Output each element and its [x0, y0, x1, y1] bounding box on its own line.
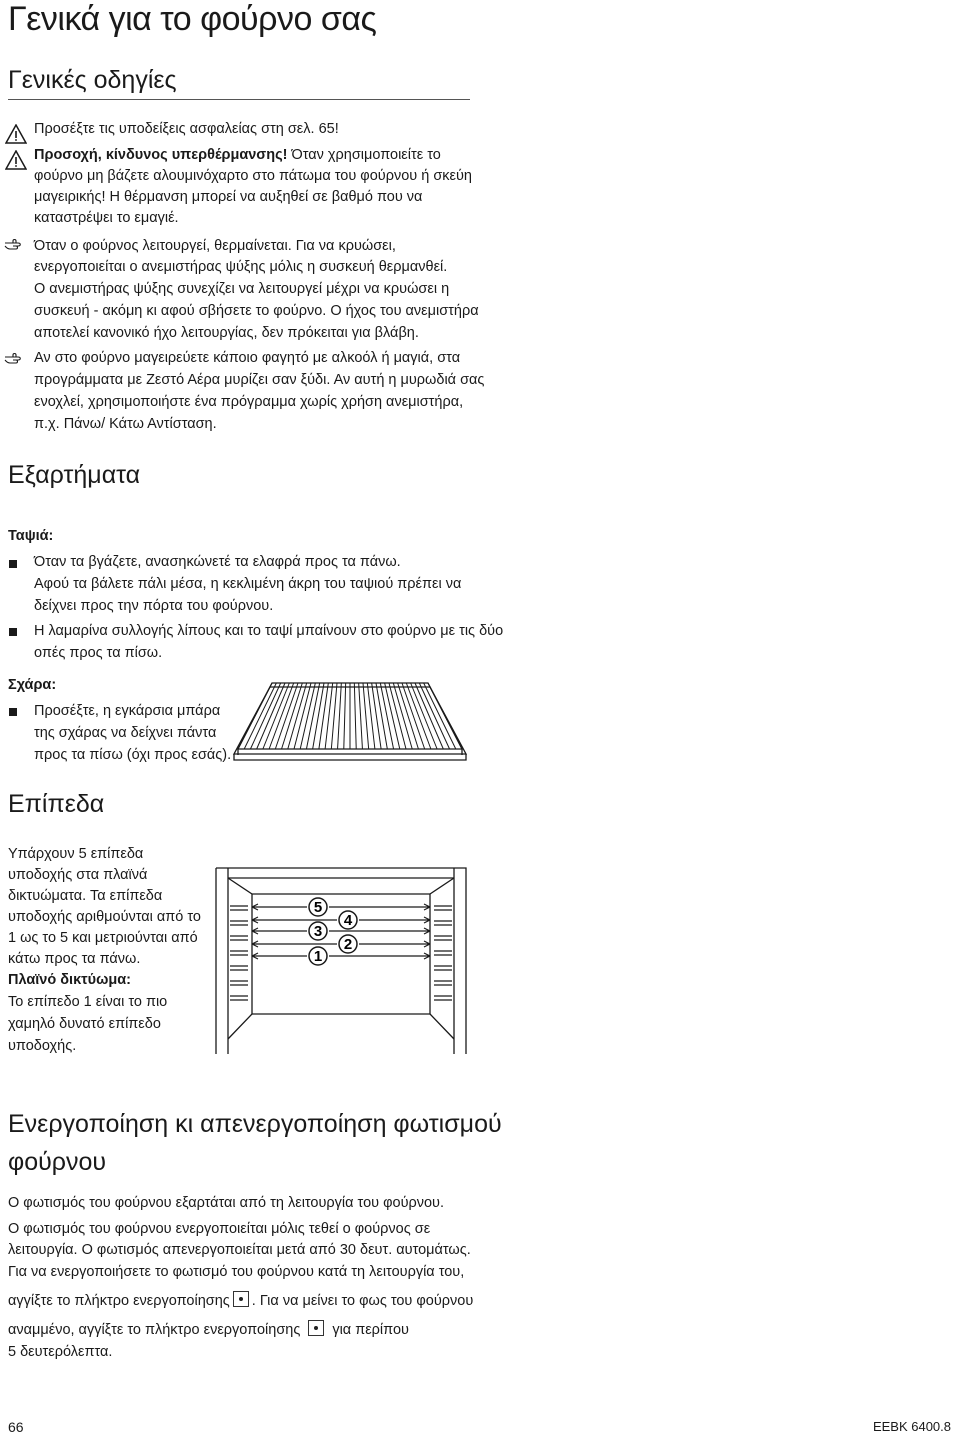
- square-bullet-icon: [9, 708, 17, 716]
- level-number: 1: [313, 948, 323, 965]
- light-key-icon: [233, 1291, 249, 1307]
- hand-pointer-icon: [4, 238, 28, 252]
- tray-bullet-line: Αφού τα βάλετε πάλι μέσα, η κεκλιμένη άκρη του ταψιού πρέπει να: [34, 576, 462, 592]
- warning-icon: [5, 150, 27, 170]
- light-text: Για να ενεργοποιήσετε το φωτισμό του φούρνου κατά τη λειτουργία του,: [8, 1264, 465, 1280]
- note-line: ενεργοποιείται ο ανεμιστήρας ψύξης μόλις η συσκευή θερμανθεί.: [34, 259, 448, 275]
- warning-icon: [5, 124, 27, 144]
- rack-line: της σχάρας να δείχνει πάντα: [34, 725, 217, 741]
- level-number: 3: [313, 923, 323, 940]
- levels-text: κάτω προς τα πάνω.: [8, 951, 141, 967]
- section-heading-levels: Επίπεδα: [8, 790, 105, 818]
- tray-bullet-line: Όταν τα βγάζετε, ανασηκώνετέ τα ελαφρά προς τα πάνω.: [34, 554, 401, 570]
- levels-text: Το επίπεδο 1 είναι το πιο: [8, 994, 168, 1010]
- level-number: 5: [313, 899, 323, 916]
- rack-line: Προσέξτε, η εγκάρσια μπάρα: [34, 703, 221, 719]
- overheat-warning: [34, 145, 441, 167]
- levels-text: υποδοχής στα πλαϊνά: [8, 867, 148, 883]
- divider: [8, 99, 470, 100]
- note-line: προγράμματα με Ζεστό Αέρα μυρίζει σαν ξύδι. Αν αυτή η μυρωδιά σας: [34, 372, 485, 388]
- page-number: 66: [8, 1419, 24, 1435]
- light-text-part: αγγίξτε το πλήκτρο ενεργοποίησης: [8, 1293, 230, 1309]
- light-text: [8, 1320, 409, 1342]
- oven-rack-illustration: [230, 674, 470, 766]
- tray-bullet-line: δείχνει προς την πόρτα του φούρνου.: [34, 598, 274, 614]
- levels-text: Υπάρχουν 5 επίπεδα: [8, 846, 144, 862]
- heading-line: Ενεργοποίηση κι απενεργοποίηση φωτισμού: [8, 1110, 502, 1138]
- rack-line: προς τα πίσω (όχι προς εσάς).: [34, 747, 232, 763]
- light-text: Ο φωτισμός του φούρνου εξαρτάται από τη λειτουργία του φούρνου.: [8, 1195, 445, 1211]
- heading-line: φούρνου: [8, 1148, 107, 1176]
- note-line: Όταν ο φούρνος λειτουργεί, θερμαίνεται. Για να κρυώσει,: [34, 238, 396, 254]
- note-line: Αν στο φούρνο μαγειρεύετε κάποιο φαγητό με αλκοόλ ή μαγιά, στα: [34, 350, 461, 366]
- tray-bullet-line: οπές προς τα πίσω.: [34, 645, 163, 661]
- warning-bold: Προσοχή, κίνδυνος υπερθέρμανσης!: [34, 147, 288, 163]
- light-text: Ο φωτισμός του φούρνου ενεργοποιείται μόλις τεθεί ο φούρνος σε: [8, 1221, 431, 1237]
- model-number: EEBK 6400.8: [872, 1419, 951, 1434]
- light-text: λειτουργία. Ο φωτισμός απενεργοποιείται μετά από 30 δευτ. αυτομάτως.: [8, 1242, 471, 1258]
- levels-text: χαμηλό δυνατό επίπεδο: [8, 1016, 161, 1032]
- section-heading-light: [8, 1105, 502, 1181]
- levels-text: υποδοχής.: [8, 1038, 77, 1054]
- square-bullet-icon: [9, 628, 17, 636]
- note-line: συσκευή - ακόμη κι αφού σβήσετε το φούρνο. Ο ήχος του ανεμιστήρα: [34, 303, 479, 319]
- note-line: ενοχλεί, χρησιμοποιήστε ένα πρόγραμμα χωρίς χρήση ανεμιστήρα,: [34, 394, 464, 410]
- note-line: π.χ. Πάνω/ Κάτω Αντίσταση.: [34, 416, 217, 432]
- oven-levels-diagram: [212, 864, 470, 1056]
- levels-text: 1 ως το 5 και μετριούνται από: [8, 930, 198, 946]
- page-title: Γενικά για το φούρνο σας: [8, 0, 377, 38]
- warning-line: καταστρέψει το εμαγιέ.: [34, 210, 179, 226]
- light-text: [8, 1291, 473, 1313]
- warning-line: μαγειρικής! Η θέρμανση μπορεί να αυξηθεί σε βαθμό που να: [34, 189, 423, 205]
- rack-label: Σχάρα:: [8, 677, 57, 693]
- section-heading-general: Γενικές οδηγίες: [8, 66, 177, 94]
- side-grid-label: Πλαϊνό δικτύωμα:: [8, 972, 131, 988]
- level-number: 2: [343, 936, 353, 953]
- warning-rest: Όταν χρησιμοποιείτε το: [287, 147, 441, 163]
- square-bullet-icon: [9, 560, 17, 568]
- safety-reference: Προσέξτε τις υποδείξεις ασφαλείας στη σελ. 65!: [34, 121, 339, 137]
- light-text-part: για περίπου: [332, 1322, 409, 1338]
- tray-bullet-line: Η λαμαρίνα συλλογής λίπους και το ταψί μπαίνουν στο φούρνο με τις δύο: [34, 623, 504, 639]
- warning-line: φούρνο μη βάζετε αλουμινόχαρτο στο πάτωμα του φούρνου ή σκεύη: [34, 168, 472, 184]
- trays-label: Ταψιά:: [8, 528, 54, 544]
- light-text-part: . Για να μείνει το φως του φούρνου: [251, 1293, 474, 1309]
- note-line: Ο ανεμιστήρας ψύξης συνεχίζει να λειτουργεί μέχρι να κρυώσει η: [34, 281, 450, 297]
- light-key-icon: [308, 1320, 324, 1336]
- note-line: αποτελεί κανονικό ήχο λειτουργίας, δεν πρόκειται για βλάβη.: [34, 325, 419, 341]
- hand-pointer-icon: [4, 352, 28, 366]
- levels-text: υποδοχής αριθμούνται από το: [8, 909, 201, 925]
- levels-text: δικτυώματα. Τα επίπεδα: [8, 888, 163, 904]
- light-text: 5 δευτερόλεπτα.: [8, 1344, 113, 1360]
- level-number: 4: [343, 912, 353, 929]
- section-heading-accessories: Εξαρτήματα: [8, 461, 141, 489]
- light-text-part: αναμμένο, αγγίξτε το πλήκτρο ενεργοποίησης: [8, 1322, 301, 1338]
